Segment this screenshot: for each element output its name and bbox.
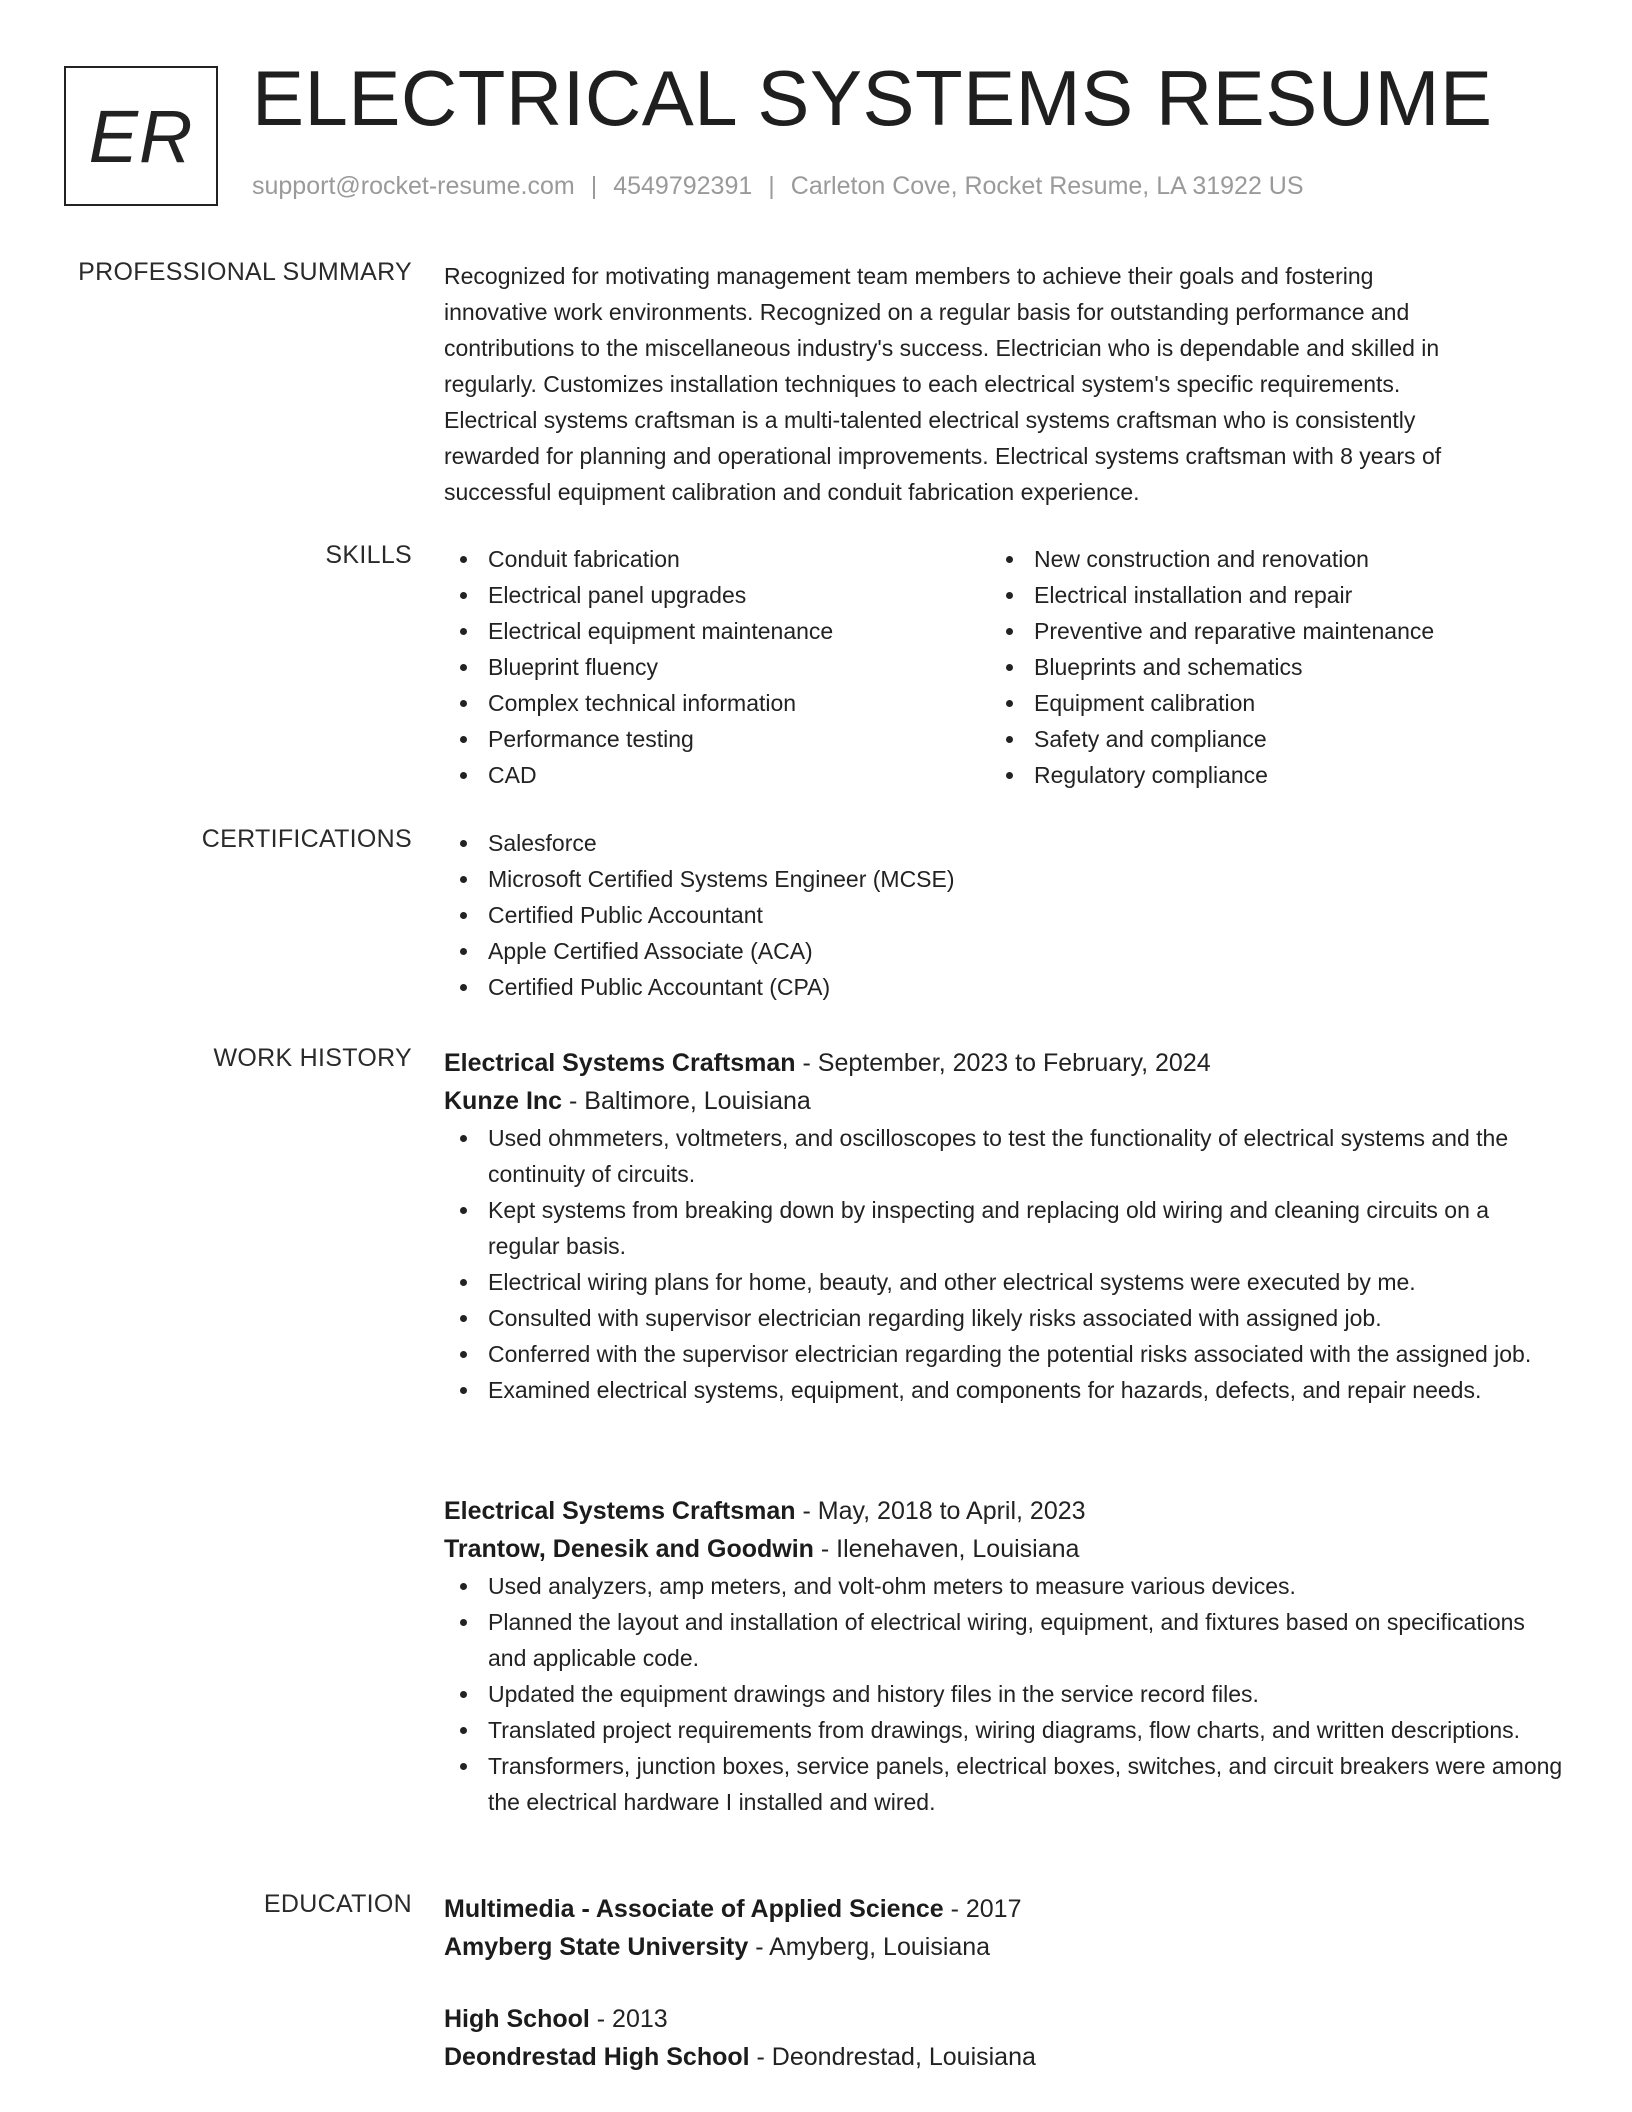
job-title: Electrical Systems Craftsman bbox=[444, 1497, 796, 1525]
job-duty: Electrical wiring plans for home, beauty, and other electrical systems were executed by me. bbox=[444, 1264, 1564, 1300]
skill-item: Electrical equipment maintenance bbox=[444, 613, 990, 649]
job-duty: Transformers, junction boxes, service panels, electrical boxes, switches, and circuit breakers were among the electrical hardware I installed and wired. bbox=[444, 1748, 1564, 1820]
certifications-body bbox=[444, 825, 1564, 1005]
job-duties-list bbox=[444, 1120, 1564, 1408]
education-degree-line bbox=[444, 1890, 1564, 1928]
job-duty: Examined electrical systems, equipment, and components for hazards, defects, and repair needs. bbox=[444, 1372, 1564, 1408]
contact-separator: | bbox=[590, 172, 598, 200]
job-dates: - May, 2018 to April, 2023 bbox=[795, 1497, 1086, 1525]
job-duty: Updated the equipment drawings and history files in the service record files. bbox=[444, 1676, 1564, 1712]
skill-item: Electrical panel upgrades bbox=[444, 577, 990, 613]
job-duties-list bbox=[444, 1568, 1564, 1820]
section-label-summary: PROFESSIONAL SUMMARY bbox=[78, 258, 412, 286]
education-school: Deondrestad High School bbox=[444, 2043, 750, 2071]
job-title: Electrical Systems Craftsman bbox=[444, 1049, 796, 1077]
certification-item: Certified Public Accountant (CPA) bbox=[444, 969, 1564, 1005]
skill-item: Complex technical information bbox=[444, 685, 990, 721]
skill-item: Conduit fabrication bbox=[444, 541, 990, 577]
job-dates: - September, 2023 to February, 2024 bbox=[795, 1049, 1211, 1077]
skill-item: Regulatory compliance bbox=[990, 757, 1536, 793]
education-degree: Multimedia - Associate of Applied Science bbox=[444, 1895, 944, 1923]
skill-item: Safety and compliance bbox=[990, 721, 1536, 757]
certifications-list bbox=[444, 825, 1564, 1005]
contact-line bbox=[252, 172, 1304, 201]
summary-line: rewarded for planning and operational improvements. Electrical systems craftsman with 8 years of bbox=[444, 443, 1442, 469]
job-duty: Kept systems from breaking down by inspecting and replacing old wiring and cleaning circuits on a regular basis. bbox=[444, 1192, 1564, 1264]
monogram-text: ER bbox=[88, 94, 194, 178]
resume-title: ELECTRICAL SYSTEMS RESUME bbox=[252, 54, 1493, 142]
skills-list-right bbox=[990, 541, 1536, 793]
certification-item: Salesforce bbox=[444, 825, 1564, 861]
education-degree-line bbox=[444, 2000, 1564, 2038]
education-entry bbox=[444, 1890, 1564, 1966]
education-school-line bbox=[444, 2038, 1564, 2076]
job-company-line bbox=[444, 1082, 1564, 1120]
section-label-education: EDUCATION bbox=[263, 1890, 412, 1918]
job-entry bbox=[444, 1044, 1564, 1408]
contact-phone[interactable]: 4549792391 bbox=[613, 172, 753, 200]
job-company: Kunze Inc bbox=[444, 1087, 563, 1115]
contact-address: Carleton Cove, Rocket Resume, LA 31922 US bbox=[790, 172, 1304, 200]
monogram-badge bbox=[64, 66, 218, 206]
skill-item: Performance testing bbox=[444, 721, 990, 757]
certification-item: Microsoft Certified Systems Engineer (MCSE) bbox=[444, 861, 1564, 897]
section-label-work-history: WORK HISTORY bbox=[213, 1044, 412, 1072]
summary-line: Electrical systems craftsman is a multi-talented electrical systems craftsman who is consistently bbox=[444, 407, 1416, 433]
job-duty: Consulted with supervisor electrician regarding likely risks associated with assigned job. bbox=[444, 1300, 1564, 1336]
section-label-certifications: CERTIFICATIONS bbox=[201, 825, 412, 853]
job-company: Trantow, Denesik and Goodwin bbox=[444, 1535, 814, 1563]
education-entry bbox=[444, 2000, 1564, 2076]
skills-body bbox=[444, 541, 1564, 793]
summary-line: innovative work environments. Recognized on a regular basis for outstanding performance and bbox=[444, 299, 1410, 325]
job-duty: Translated project requirements from drawings, wiring diagrams, flow charts, and written descriptions. bbox=[444, 1712, 1564, 1748]
education-location: - Amyberg, Louisiana bbox=[748, 1933, 991, 1961]
job-duty: Planned the layout and installation of electrical wiring, equipment, and fixtures based on specifications and applicable code. bbox=[444, 1604, 1564, 1676]
certification-item: Certified Public Accountant bbox=[444, 897, 1564, 933]
skill-item: Blueprints and schematics bbox=[990, 649, 1536, 685]
skill-item: CAD bbox=[444, 757, 990, 793]
contact-separator: | bbox=[768, 172, 775, 200]
summary-line: contributions to the miscellaneous industry's success. Electrician who is dependable and skilled in bbox=[444, 335, 1440, 361]
job-duty: Used analyzers, amp meters, and volt-ohm meters to measure various devices. bbox=[444, 1568, 1564, 1604]
education-year: - 2017 bbox=[943, 1895, 1022, 1923]
job-duty: Used ohmmeters, voltmeters, and oscilloscopes to test the functionality of electrical systems and the continuity of circuits. bbox=[444, 1120, 1564, 1192]
summary-line: successful equipment calibration and conduit fabrication experience. bbox=[444, 479, 1140, 505]
skills-list-left bbox=[444, 541, 990, 793]
summary-line: regularly. Customizes installation techniques to each electrical system's specific requirements. bbox=[444, 371, 1401, 397]
skill-item: Electrical installation and repair bbox=[990, 577, 1536, 613]
contact-email[interactable]: support@rocket-resume.com bbox=[252, 172, 575, 200]
skill-item: Preventive and reparative maintenance bbox=[990, 613, 1536, 649]
job-company-line bbox=[444, 1530, 1564, 1568]
job-title-line bbox=[444, 1492, 1564, 1530]
education-school-line bbox=[444, 1928, 1564, 1966]
job-location: - Baltimore, Louisiana bbox=[562, 1087, 811, 1115]
certification-item: Apple Certified Associate (ACA) bbox=[444, 933, 1564, 969]
section-label-skills: SKILLS bbox=[325, 541, 412, 569]
education-location: - Deondrestad, Louisiana bbox=[749, 2043, 1036, 2071]
summary-body bbox=[444, 258, 1564, 510]
skill-item: Blueprint fluency bbox=[444, 649, 990, 685]
job-location: - Ilenehaven, Louisiana bbox=[813, 1535, 1080, 1563]
education-degree: High School bbox=[444, 2005, 590, 2033]
summary-line: Recognized for motivating management team members to achieve their goals and fostering bbox=[444, 263, 1374, 289]
job-duty: Conferred with the supervisor electrician regarding the potential risks associated with the assigned job. bbox=[444, 1336, 1564, 1372]
skill-item: Equipment calibration bbox=[990, 685, 1536, 721]
job-entry bbox=[444, 1492, 1564, 1820]
skill-item: New construction and renovation bbox=[990, 541, 1536, 577]
education-year: - 2013 bbox=[589, 2005, 668, 2033]
education-school: Amyberg State University bbox=[444, 1933, 749, 1961]
job-title-line bbox=[444, 1044, 1564, 1082]
